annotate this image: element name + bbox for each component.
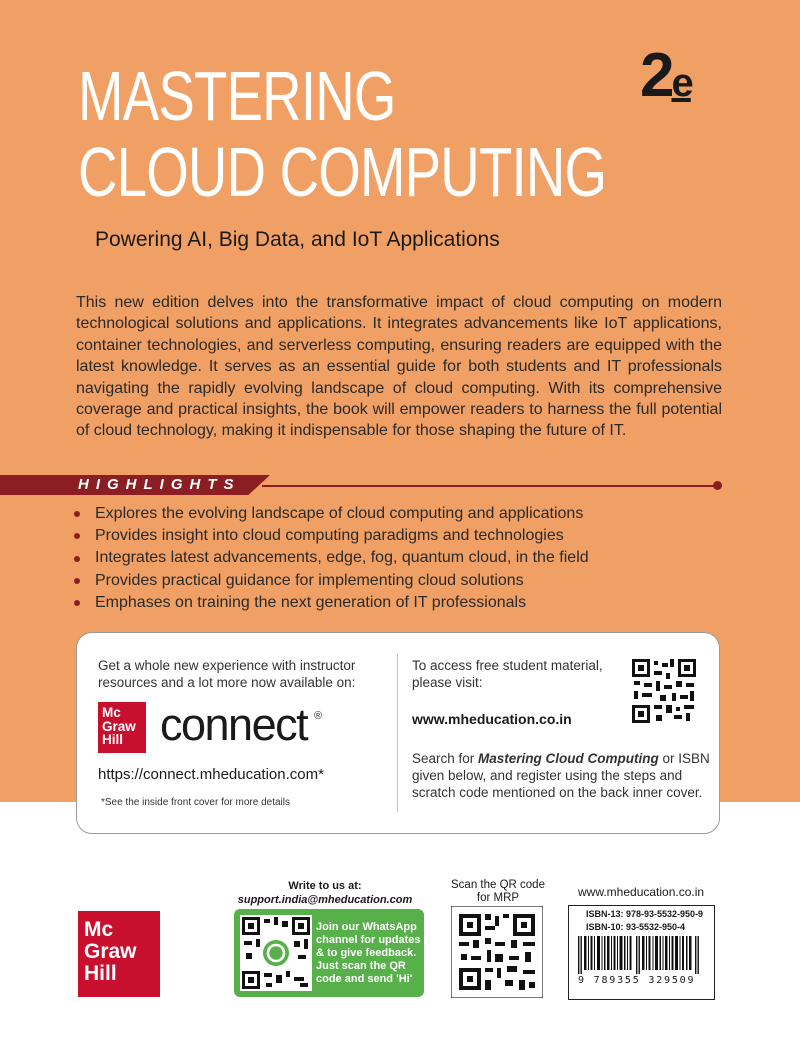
highlight-item — [74, 503, 589, 525]
student-intro: To access free student material, please visit: — [412, 658, 603, 690]
barcode-icon — [576, 936, 706, 974]
highlight-item — [74, 547, 589, 569]
highlight-text: Integrates latest advancements, edge, fog, quantum cloud, in the field — [95, 549, 589, 567]
highlight-text: Provides practical guidance for implementing cloud solutions — [95, 571, 524, 589]
bullet-icon — [74, 533, 80, 539]
student-site-link[interactable]: www.mheducation.co.in — [412, 711, 572, 727]
isbn-10: ISBN-10: 93-5532-950-4 — [586, 922, 686, 932]
instructor-intro: Get a whole new experience with instructor resources and a lot more now available on: — [98, 658, 356, 690]
title-line-1: MASTERING — [78, 57, 396, 135]
bullet-icon — [74, 556, 80, 562]
highlights-list — [74, 503, 589, 614]
highlights-label: HIGHLIGHTS — [78, 476, 241, 493]
edition-number: 2 — [640, 41, 672, 110]
search-instructions: Search for Mastering Cloud Computing or ISBN given below, and register using the steps and scratch code mentioned on the back inner cover. — [412, 751, 710, 800]
mcgraw-hill-logo: Mc Graw Hill — [98, 702, 146, 753]
highlight-text: Emphases on training the next generation of IT professionals — [95, 593, 527, 611]
student-qr-code-icon[interactable] — [630, 657, 698, 725]
highlight-item — [74, 570, 589, 592]
isbn-13: ISBN-13: 978-93-5532-950-9 — [586, 909, 704, 919]
highlight-text: Explores the evolving landscape of cloud computing and applications — [95, 505, 584, 522]
highlight-text: Provides insight into cloud computing paradigms and technologies — [95, 527, 564, 545]
bullet-icon — [74, 600, 80, 606]
mrp-qr-code-icon[interactable] — [451, 906, 543, 998]
connect-url-link[interactable]: https://connect.mheducation.com* — [98, 766, 324, 783]
box-divider — [397, 654, 398, 812]
edition-suffix: e — [671, 61, 691, 105]
footer-website: www.mheducation.co.in — [578, 885, 705, 899]
connect-wordmark: connect — [160, 699, 308, 750]
highlights-rule-end-dot — [713, 481, 722, 490]
book-description: This new edition delves into the transformative impact of cloud computing on modern technological solutions and applications. It integrates advancements like IoT applications, container technologies, and serverless computing, ensuring readers are equipped with the latest knowledge. It serves as an essential guide for both students and IT professionals navigating the rapidly evolving landscape of cloud computing. With its comprehensive coverage and practical insights, the book will empower readers to harness the full potential of cloud technology, making it indispensable for those shaping the future of IT. — [76, 294, 722, 440]
edition-badge — [640, 40, 691, 111]
bullet-icon — [74, 578, 80, 584]
registered-mark: ® — [314, 710, 323, 722]
support-email-link[interactable]: support.india@mheducation.com — [237, 894, 413, 906]
highlight-item — [74, 592, 589, 614]
book-title — [78, 58, 606, 210]
barcode-number: 9 789355 329509 — [578, 975, 696, 986]
bullet-icon — [74, 511, 80, 517]
highlight-item — [74, 525, 589, 547]
book-subtitle: Powering AI, Big Data, and IoT Applications — [95, 228, 500, 251]
contact-info: Write to us at: support.india@mheducation.com — [230, 879, 420, 907]
mrp-qr-caption: Scan the QR code for MRP — [451, 879, 545, 904]
mcgraw-hill-footer-logo: Mc Graw Hill — [78, 911, 160, 997]
connect-footnote: *See the inside front cover for more details — [101, 797, 290, 808]
title-line-2: CLOUD COMPUTING — [78, 133, 607, 211]
highlights-rule — [262, 485, 718, 487]
whatsapp-text: Join our WhatsApp channel for updates & to give feedback. Just scan the QR code and send 'Hi' — [316, 921, 421, 985]
whatsapp-qr-code-icon[interactable] — [240, 915, 312, 991]
